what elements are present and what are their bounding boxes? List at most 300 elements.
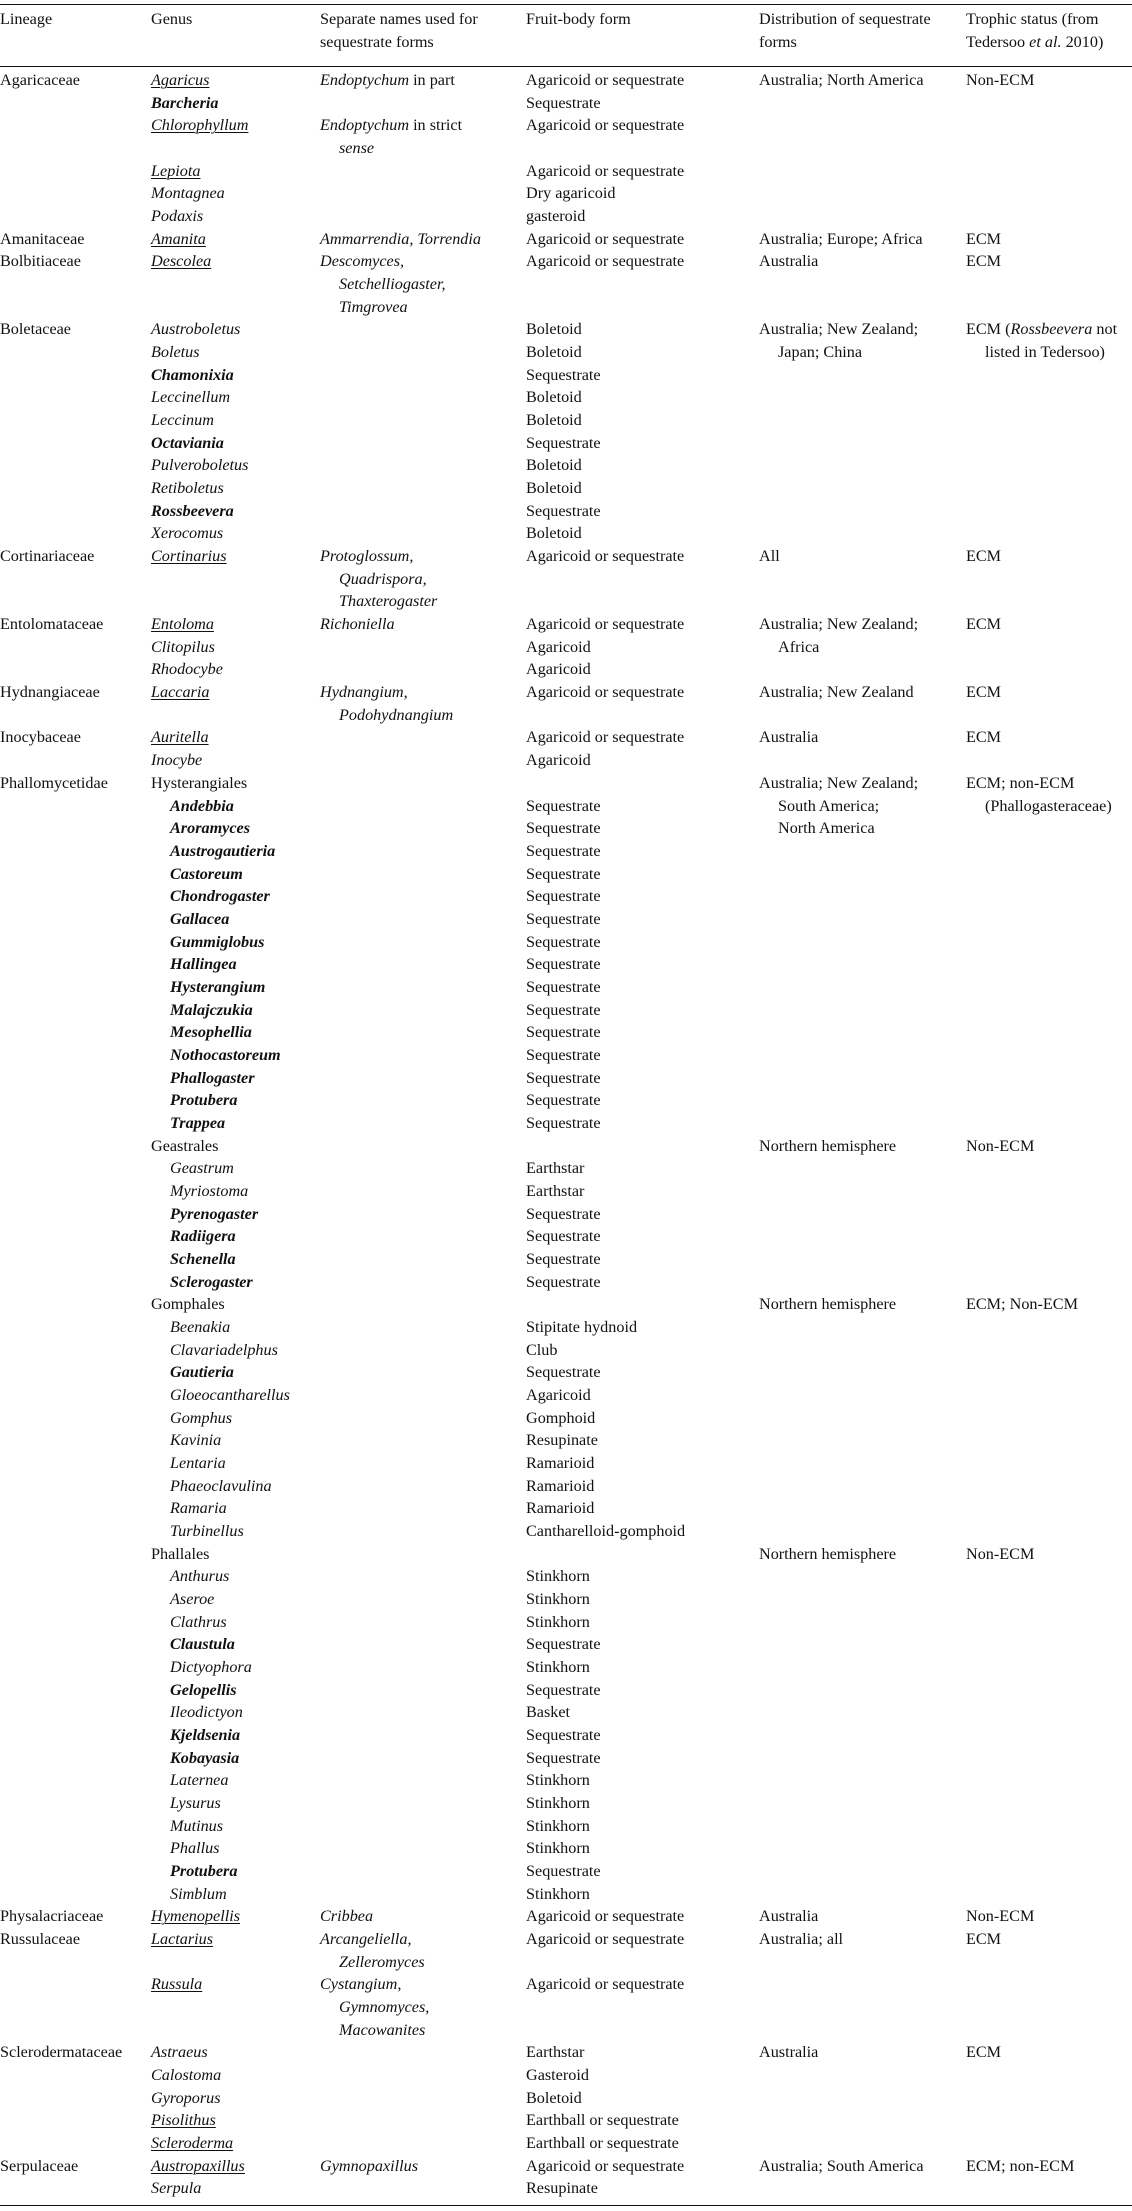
table-row [0,1951,1132,1974]
fruit-body-cell: Sequestrate [526,1726,601,1745]
fruit-body-cell: Sequestrate [526,819,601,838]
table-row [0,885,1132,908]
table-row [0,1520,1132,1543]
fruit-body-cell: Boletoid [526,320,582,339]
table-row [0,1996,1132,2019]
genus-cell: Boletus [151,343,200,362]
trophic-suffix: not [1092,320,1118,339]
trophic-cell: listed in Tedersoo) [985,343,1105,362]
genus-cell: Protubera [170,1091,238,1110]
table-row [0,976,1132,999]
fruit-body-cell: Earthstar [526,2043,585,2062]
table-row [0,1860,1132,1883]
separate-names-cell [320,114,462,137]
fruit-body-cell: Sequestrate [526,1068,601,1087]
trophic-cell: ECM [966,2043,1002,2062]
fruit-body-cell: Sequestrate [526,1000,601,1019]
fruit-body-cell: Sequestrate [526,1023,601,1042]
table-row [0,1135,1132,1158]
fruit-body-cell: Gasteroid [526,2066,589,2085]
table-row [0,1701,1132,1724]
fruit-body-cell: Agaricoid [526,660,591,679]
genus-cell: Simblum [170,1884,227,1903]
genus-cell: Hymenopellis [151,1907,241,1926]
fruit-body-cell: Sequestrate [526,932,601,951]
table-row [0,432,1132,455]
genus-cell: Dictyophora [170,1658,252,1677]
fruit-body-cell: Agaricoid or sequestrate [526,615,685,634]
fruit-body-cell: Sequestrate [526,1748,601,1767]
genus-cell: Scleroderma [151,2134,234,2153]
distribution-cell: North America [778,819,875,838]
genus-cell: Lepiota [151,161,201,180]
table-row [0,160,1132,183]
table-row [0,568,1132,591]
qualifier-part: in strict [409,116,463,135]
header-text: Lineage [0,10,53,28]
header-text: Genus [151,10,193,28]
separate-names-cell: Podohydnangium [339,705,454,724]
table-row [0,477,1132,500]
table-row [0,704,1132,727]
lineage-cell: Russulaceae [0,1930,81,1949]
distribution-cell: Australia; New Zealand; [759,615,919,634]
fruit-body-cell: Stinkhorn [526,1816,590,1835]
separate-names-cell: sense [339,139,375,158]
table-row [0,999,1132,1022]
genus-cell: Rossbeevera [151,501,234,520]
table-row [0,1067,1132,1090]
genus-cell: Gummiglobus [170,932,265,951]
header-rule [0,66,1132,67]
fruit-body-cell: Earthstar [526,1181,585,1200]
header-text [966,31,1103,54]
genus-cell: Ileodictyon [170,1703,243,1722]
lineage-cell: Entolomataceae [0,615,104,634]
distribution-cell: Australia; Europe; Africa [759,229,923,248]
table-row [0,1543,1132,1566]
lineage-cell: Serpulaceae [0,2156,79,2175]
header-text: sequestrate forms [320,32,434,51]
genus-cell: Descolea [151,252,212,271]
table-row [0,522,1132,545]
table-row [0,1429,1132,1452]
lineage-cell: Bolbitiaceae [0,252,81,271]
table-row [0,364,1132,387]
table-row [0,454,1132,477]
genus-cell: Beenakia [170,1317,231,1336]
fruit-body-cell: Sequestrate [526,841,601,860]
genus-cell: Hysterangium [170,977,266,996]
lineage-cell: Phallomycetidae [0,773,108,792]
genus-cell: Claustula [170,1635,235,1654]
table-row [0,1883,1132,1906]
separate-names-cell: Timgrovea [339,297,408,316]
separate-names-cell: Macowanites [339,2020,426,2039]
genus-cell: Gomphus [170,1408,233,1427]
table-row [0,1021,1132,1044]
distribution-cell: Australia; New Zealand [759,683,914,702]
fruit-body-cell: Agaricoid or sequestrate [526,161,685,180]
genus-cell: Lentaria [170,1453,226,1472]
distribution-cell: Africa [778,637,820,656]
genus-cell: Astraeus [151,2043,208,2062]
genus-cell: Russula [151,1975,203,1994]
genus-cell: Geastrales [151,1136,219,1155]
trophic-cell: ECM [966,1930,1002,1949]
genus-cell: Chamonixia [151,365,234,384]
table-row [0,1248,1132,1271]
table-row [0,205,1132,228]
fruit-body-cell: Sequestrate [526,93,601,112]
table-top-rule [0,4,1132,5]
table-row [0,1339,1132,1362]
fruit-body-cell: Ramarioid [526,1453,595,1472]
genus-cell: Mesophellia [170,1023,252,1042]
table-row [0,1769,1132,1792]
table-row [0,2019,1132,2042]
fruit-body-cell: Gomphoid [526,1408,596,1427]
fruit-body-cell: Stinkhorn [526,1590,590,1609]
trophic-genus: Rossbeevera [1010,320,1093,339]
fruit-body-cell: Stinkhorn [526,1567,590,1586]
table-row [0,296,1132,319]
genus-cell: Gyroporus [151,2088,221,2107]
table-row [0,1180,1132,1203]
fruit-body-cell: Sequestrate [526,864,601,883]
separate-names-cell: Thaxterogaster [339,592,438,611]
fruit-body-cell: Sequestrate [526,909,601,928]
distribution-cell: South America; [778,796,880,815]
table-row [0,681,1132,704]
genus-cell: Geastrum [170,1159,234,1178]
separate-names-cell: Protoglossum, [320,547,414,566]
table-row [0,1724,1132,1747]
table-row [0,1633,1132,1656]
fruit-body-cell: Ramarioid [526,1499,595,1518]
table-row [0,1112,1132,1135]
table-row [0,2041,1132,2064]
distribution-cell: Australia; New Zealand; [759,773,919,792]
genus-cell: Gelopellis [170,1680,237,1699]
header-text-part: et al. [1029,32,1062,51]
genus-cell: Castoreum [170,864,243,883]
table-row [0,137,1132,160]
table-row [0,545,1132,568]
distribution-cell: Australia [759,728,819,747]
separate-names-cell: Zelleromyces [339,1952,425,1971]
fruit-body-cell: Earthball or sequestrate [526,2111,679,2130]
genus-cell: Malajczukia [170,1000,253,1019]
genus-cell: Hallingea [170,955,237,974]
fruit-body-cell: Agaricoid or sequestrate [526,1907,685,1926]
table-row [0,613,1132,636]
genus-cell: Gautieria [170,1363,234,1382]
genus-cell: Ramaria [170,1499,227,1518]
fruit-body-cell: Sequestrate [526,887,601,906]
table-row [0,1679,1132,1702]
genus-cell: Barcheria [151,93,219,112]
trophic-prefix: ECM ( [966,320,1011,339]
table-row [0,1747,1132,1770]
table-row [0,2109,1132,2132]
table-row [0,228,1132,251]
table-row [0,636,1132,659]
genus-cell: Cortinarius [151,547,227,566]
fruit-body-cell: Boletoid [526,479,582,498]
genus-cell: Clitopilus [151,637,215,656]
fruit-body-cell: Sequestrate [526,977,601,996]
separate-names-cell: Cribbea [320,1907,374,1926]
fruit-body-cell: Agaricoid or sequestrate [526,728,685,747]
lineage-cell: Sclerodermataceae [0,2043,123,2062]
table-row [0,658,1132,681]
table-row [0,1361,1132,1384]
fruit-body-cell: Boletoid [526,524,582,543]
genus-cell: Gallacea [170,909,230,928]
table-row [0,1452,1132,1475]
genus-cell: Calostoma [151,2066,222,2085]
fruit-body-cell: Stinkhorn [526,1794,590,1813]
fruit-body-cell: Sequestrate [526,1045,601,1064]
separate-names-cell: Cystangium, [320,1975,402,1994]
table-row [0,1293,1132,1316]
genus-cell: Clathrus [170,1612,227,1631]
lineage-cell: Hydnangiaceae [0,683,100,702]
table-row [0,1588,1132,1611]
separate-names-cell: Ammarrendia, Torrendia [320,229,481,248]
fruit-body-cell: Basket [526,1703,571,1722]
distribution-cell: Australia; South America [759,2156,924,2175]
genus-cell: Pyrenogaster [170,1204,259,1223]
trophic-cell: ECM [966,229,1002,248]
fruit-body-cell: Stipitate hydnoid [526,1317,638,1336]
table-row [0,1611,1132,1634]
distribution-cell: Australia; all [759,1930,844,1949]
header-lineage [0,8,52,31]
header-text: Separate names used for [320,10,478,28]
table-row [0,1905,1132,1928]
header-distribution [759,8,931,53]
table-row [0,931,1132,954]
fruit-body-cell: Boletoid [526,388,582,407]
table-row [0,1407,1132,1430]
genus-cell: Leccinellum [151,388,231,407]
genus-cell: Nothocastoreum [170,1045,281,1064]
genus-cell: Radiigera [170,1227,236,1246]
table-row [0,409,1132,432]
fruit-body-cell: Agaricoid [526,637,591,656]
distribution-cell: Northern hemisphere [759,1136,897,1155]
genus-cell: Austroboletus [151,320,241,339]
fruit-body-cell: Stinkhorn [526,1839,590,1858]
genus-cell: Gomphales [151,1295,225,1314]
genus-cell: Rhodocybe [151,660,223,679]
genus-name-part: Endoptychum [320,116,410,135]
table-row [0,182,1132,205]
trophic-cell: ECM; Non-ECM [966,1295,1078,1314]
table-row [0,1497,1132,1520]
fruit-body-cell: Sequestrate [526,1091,601,1110]
table-row [0,863,1132,886]
fruit-body-cell: Boletoid [526,2088,582,2107]
table-row [0,1792,1132,1815]
fruit-body-cell: Agaricoid [526,751,591,770]
table-body [0,69,1132,2200]
trophic-cell: Non-ECM [966,1136,1035,1155]
trophic-cell: Non-ECM [966,1544,1035,1563]
fruit-body-cell: Agaricoid or sequestrate [526,547,685,566]
genus-cell: Kobayasia [170,1748,240,1767]
trophic-cell: ECM; non-ECM [966,2156,1075,2175]
table-row [0,1157,1132,1180]
fruit-body-cell: Boletoid [526,343,582,362]
genus-cell: Podaxis [151,207,204,226]
trophic-cell: Non-ECM [966,1907,1035,1926]
table-row [0,908,1132,931]
trophic-cell: (Phallogasteraceae) [985,796,1112,815]
fruit-body-cell: Sequestrate [526,1680,601,1699]
genus-cell: Austrogautieria [170,841,276,860]
fruit-body-cell: Stinkhorn [526,1658,590,1677]
lineage-cell: Physalacriaceae [0,1907,104,1926]
table-row [0,1203,1132,1226]
fruit-body-cell: Sequestrate [526,1204,601,1223]
table-row [0,1271,1132,1294]
table-row [0,386,1132,409]
fruit-body-cell: Cantharelloid-gomphoid [526,1522,686,1540]
separate-names-cell: Descomyces, [320,252,405,271]
genus-cell: Trappea [170,1113,226,1132]
header-text-part: 2010) [1061,32,1104,51]
table-row [0,1565,1132,1588]
table-bottom-rule [0,2205,1132,2206]
fruit-body-cell: Sequestrate [526,365,601,384]
distribution-cell: Northern hemisphere [759,1544,897,1563]
genus-cell: Turbinellus [170,1522,244,1540]
genus-cell: Aseroe [170,1590,215,1609]
genus-cell: Agaricus [151,71,210,89]
fruit-body-cell: gasteroid [526,207,586,226]
fruit-body-cell: Club [526,1340,558,1359]
lineage-cell: Inocybaceae [0,728,81,747]
distribution-cell: All [759,547,780,566]
genus-cell: Lysurus [170,1794,221,1813]
trophic-cell: Non-ECM [966,71,1035,89]
trophic-cell [966,318,1117,341]
fruit-body-cell: Sequestrate [526,1113,601,1132]
fruit-body-cell: Agaricoid or sequestrate [526,1930,685,1949]
genus-cell: Myriostoma [170,1181,249,1200]
distribution-cell: Australia; North America [759,71,924,89]
table-row [0,726,1132,749]
genus-cell: Anthurus [170,1567,230,1586]
fruit-body-cell: Sequestrate [526,433,601,452]
genus-cell: Kjeldsenia [170,1726,241,1745]
header-text: forms [759,32,797,51]
trophic-cell: ECM [966,615,1002,634]
genus-cell: Auritella [151,728,209,747]
table-row [0,114,1132,137]
fruit-body-cell: Earthball or sequestrate [526,2134,679,2153]
table-row [0,953,1132,976]
separate-names-cell: Gymnopaxillus [320,2156,419,2175]
genus-cell: Clavariadelphus [170,1340,278,1359]
table-row [0,795,1132,818]
table-row [0,250,1132,273]
table-row [0,1973,1132,1996]
genus-cell: Hysterangiales [151,773,248,792]
genus-cell: Phallus [170,1839,220,1858]
genus-name-part: Endoptychum [320,71,410,89]
fruit-body-cell: Agaricoid [526,1385,591,1404]
table-row [0,2155,1132,2178]
fruit-body-cell: Stinkhorn [526,1884,590,1903]
table-row [0,2177,1132,2200]
table-row [0,817,1132,840]
fruit-body-cell: Resupinate [526,1431,598,1450]
fruit-body-cell: Boletoid [526,456,582,475]
fruit-body-cell: Sequestrate [526,796,601,815]
genus-cell: Phallales [151,1544,210,1563]
table-row [0,772,1132,795]
genus-cell: Sclerogaster [170,1272,253,1291]
fruit-body-cell: Agaricoid or sequestrate [526,71,685,89]
trophic-cell: ECM [966,547,1002,566]
genus-cell: Laternea [170,1771,229,1790]
fruit-body-cell: Sequestrate [526,955,601,974]
genus-cell: Mutinus [170,1816,224,1835]
qualifier-part: in part [409,71,455,89]
table-row [0,590,1132,613]
genus-cell: Octaviania [151,433,224,452]
fruit-body-cell: Earthstar [526,1159,585,1178]
fruit-body-cell: Agaricoid or sequestrate [526,252,685,271]
distribution-cell: Australia [759,252,819,271]
distribution-cell: Japan; China [778,343,863,362]
trophic-cell: ECM [966,728,1002,747]
fruit-body-cell: Agaricoid or sequestrate [526,116,685,135]
header-text: Fruit-body form [526,10,631,28]
trophic-cell: ECM [966,683,1002,702]
table-row [0,2132,1132,2155]
header-genus [151,8,192,31]
genus-cell: Amanita [151,229,206,248]
genus-cell: Xerocomus [151,524,224,543]
header-text: Distribution of sequestrate [759,10,931,28]
genus-cell: Laccaria [151,683,210,702]
trophic-cell: ECM [966,252,1002,271]
table-row [0,1384,1132,1407]
table-row [0,500,1132,523]
fruit-body-cell: Sequestrate [526,1249,601,1268]
table-row [0,318,1132,341]
lineage-cell: Cortinariaceae [0,547,95,566]
genus-cell: Austropaxillus [151,2156,245,2175]
lineage-cell: Boletaceae [0,320,71,339]
table-row [0,1044,1132,1067]
table-row [0,840,1132,863]
table-row [0,1837,1132,1860]
header-trophic-status [966,8,1103,53]
separate-names-cell: Setchelliogaster, [339,275,446,294]
genus-cell: Schenella [170,1249,236,1268]
distribution-cell: Australia [759,1907,819,1926]
table-row [0,1089,1132,1112]
table-row [0,1928,1132,1951]
table-row [0,92,1132,115]
lineage-cell: Amanitaceae [0,229,85,248]
